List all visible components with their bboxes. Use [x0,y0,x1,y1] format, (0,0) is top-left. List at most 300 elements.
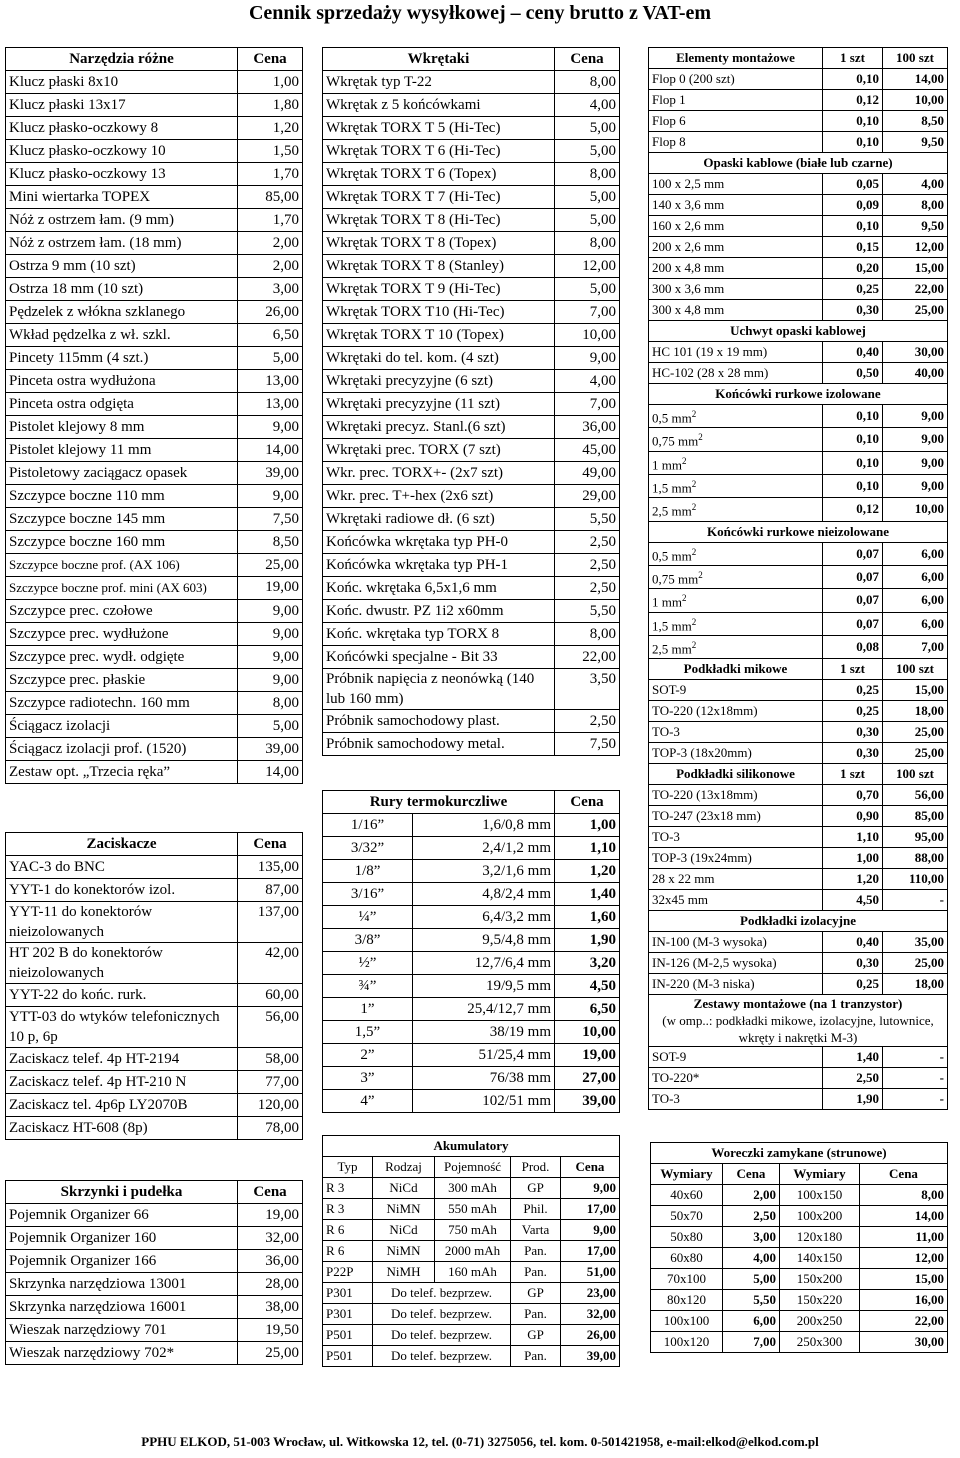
item-price: 7,00 [555,301,620,324]
price-1szt: 0,30 [823,300,883,321]
item-price: 5,00 [723,1269,780,1290]
table-row [649,743,948,764]
section-title: Elementy montażowe [649,48,823,69]
item-price: 32,00 [561,1304,620,1325]
table-row [649,428,948,451]
price-1szt: 0,25 [823,974,883,995]
battery-type: R 6 [323,1220,373,1241]
battery-producer: GP [511,1325,561,1346]
battery-capacity: 550 mAh [435,1199,511,1220]
price-1szt: 4,50 [823,890,883,911]
battery-kind: Do telef. bezprzew. [373,1283,511,1304]
price-1szt: 0,90 [823,806,883,827]
item-name: IN-126 (M-2,5 wysoka) [649,953,823,974]
wkretaki-block [322,47,620,756]
header-row [649,521,948,542]
section-title: Uchwyt opaski kablowej [649,321,948,342]
table-row [6,577,303,600]
table-row [649,195,948,216]
price-1szt: 0,10 [823,132,883,153]
item-price: 26,00 [561,1325,620,1346]
table-row [323,998,620,1021]
section-title: Skrzynki i pudełka [6,1181,238,1204]
item-price: 16,00 [860,1290,948,1311]
price-100szt: 25,00 [883,722,948,743]
price-100szt: 85,00 [883,806,948,827]
table-row [6,856,303,879]
item-price: 5,00 [555,186,620,209]
tube-size-inch: 1/16” [323,814,413,837]
price-header: Cena [238,1181,303,1204]
page-title: Cennik sprzedaży wysyłkowej – ceny brutto z VAT-em [248,2,712,24]
table-row [6,669,303,692]
table-row [6,1342,303,1365]
akumulatory-block [322,1135,620,1367]
table-row [323,860,620,883]
item-name: Wkrętaki do tel. kom. (4 szt) [323,347,555,370]
table-row [323,462,620,485]
tube-size-mm: 12,7/6,4 mm [413,952,555,975]
table-row [6,943,303,984]
price-1szt: 1,40 [823,1047,883,1068]
battery-kind: Do telef. bezprzew. [373,1325,511,1346]
price-1szt: 0,10 [823,474,883,497]
item-name: Zaciskacz tel. 4p6p LY2070B [6,1094,238,1117]
tube-size-inch: 1/8” [323,860,413,883]
item-name: Flop 8 [649,132,823,153]
bag-size: 150x220 [780,1290,860,1311]
table-row [6,255,303,278]
item-price: 6,50 [238,324,303,347]
table-row [6,439,303,462]
item-price: 1,60 [555,906,620,929]
item-price: 135,00 [238,856,303,879]
item-price: 9,00 [238,646,303,669]
unit-superscript: 2 [691,639,697,650]
table-row [6,163,303,186]
tube-size-inch: 3/16” [323,883,413,906]
tube-size-inch: 3/32” [323,837,413,860]
table-row [649,848,948,869]
battery-type: R 6 [323,1241,373,1262]
item-price: 5,00 [238,715,303,738]
item-price: 4,00 [723,1248,780,1269]
price-1szt: 2,50 [823,1068,883,1089]
footer: PPHU ELKOD, 51-003 Wrocław, ul. Witkowska 12, tel. (0-71) 3275056, tel. kom. 0-501421958, e-mail:elkod@elkod.com.pl [141,1434,819,1449]
table-row [323,1178,620,1199]
table-row [6,1007,303,1048]
item-name: 140 x 3,6 mm [649,195,823,216]
wkretaki-table [322,47,620,756]
table-row [323,600,620,623]
table-row [649,1047,948,1068]
table-row [6,761,303,784]
bag-size: 70x100 [651,1269,723,1290]
item-price: 8,00 [555,163,620,186]
item-name: Klucz płasko-oczkowy 10 [6,140,238,163]
price-100szt: 9,00 [883,428,948,451]
battery-capacity: 2000 mAh [435,1241,511,1262]
skrzynki-table [5,1180,303,1365]
table-row [6,324,303,347]
table-row [323,906,620,929]
table-row [323,439,620,462]
battery-producer: Pan. [511,1241,561,1262]
item-price: 9,00 [238,416,303,439]
tube-size-mm: 102/51 mm [413,1090,555,1113]
item-price: 8,00 [555,232,620,255]
table-row [6,738,303,761]
item-price: 14,00 [860,1206,948,1227]
header-row [6,833,303,856]
table-row [323,1044,620,1067]
bag-size: 100x120 [651,1332,723,1353]
price-1szt: 0,50 [823,363,883,384]
column-header: Rodzaj [373,1157,435,1178]
table-row [323,255,620,278]
bag-size: 120x180 [780,1227,860,1248]
price-100szt: - [883,890,948,911]
item-name: SOT-9 [649,680,823,701]
unit-superscript: 2 [698,569,703,580]
item-price: 39,00 [238,738,303,761]
table-row [649,174,948,195]
unit-superscript: 2 [691,409,697,419]
item-name: Skrzynka narzędziowa 16001 [6,1296,238,1319]
section-title: Wkrętaki [323,48,555,71]
item-price: 36,00 [238,1250,303,1273]
item-price: 9,00 [555,347,620,370]
price-1szt: 0,20 [823,258,883,279]
table-row [323,278,620,301]
table-row [6,278,303,301]
item-name: Wkrętak TORX T10 (Hi-Tec) [323,301,555,324]
item-name: Szczypce radiotechn. 160 mm [6,692,238,715]
item-name: Wkrętak TORX T 10 (Topex) [323,324,555,347]
item-price: 1,70 [238,163,303,186]
item-name: Skrzynka narzędziowa 13001 [6,1273,238,1296]
table-row [323,416,620,439]
item-price: 56,00 [238,1007,303,1048]
price-100szt: 14,00 [883,69,948,90]
item-price: 23,00 [561,1283,620,1304]
item-price: 36,00 [555,416,620,439]
item-name: Próbnik samochodowy metal. [323,733,555,756]
item-name: Zaciskacz telef. 4p HT-210 N [6,1071,238,1094]
item-price: 9,00 [238,600,303,623]
battery-capacity: 750 mAh [435,1220,511,1241]
battery-type: R 3 [323,1178,373,1199]
item-name: Szczypce prec. czołowe [6,600,238,623]
table-row [6,508,303,531]
table-row [6,117,303,140]
section-title: Podkładki silikonowe [649,764,823,785]
table-row [6,1204,303,1227]
item-price: 30,00 [860,1332,948,1353]
bag-size: 50x70 [651,1206,723,1227]
item-name: Szczypce boczne 110 mm [6,485,238,508]
item-price: 12,00 [860,1248,948,1269]
table-row [649,237,948,258]
price-100szt: 9,50 [883,132,948,153]
tube-size-mm: 9,5/4,8 mm [413,929,555,952]
qty-header: 100 szt [883,764,948,785]
item-price: 22,00 [860,1311,948,1332]
item-name: YYT-22 do końc. rurk. [6,984,238,1007]
battery-producer: GP [511,1178,561,1199]
item-name: Wkrętak TORX T 6 (Hi-Tec) [323,140,555,163]
item-name: Pinceta ostra wydłużona [6,370,238,393]
item-price: 17,00 [561,1199,620,1220]
unit-superscript: 2 [691,478,697,489]
item-name: Nóż z ostrzem łam. (18 mm) [6,232,238,255]
table-row [649,701,948,722]
item-price: 45,00 [555,439,620,462]
item-name: TOP-3 (18x20mm) [649,743,823,764]
unit-superscript: 2 [681,455,687,466]
item-price: 10,00 [555,1021,620,1044]
item-name: Wkrętaki prec. TORX (7 szt) [323,439,555,462]
table-row [651,1227,948,1248]
section-title: Woreczki zamykane (strunowe) [651,1143,948,1164]
price-100szt: 7,00 [883,635,948,658]
price-1szt: 0,30 [823,953,883,974]
item-name: Próbnik samochodowy plast. [323,710,555,733]
table-row [323,929,620,952]
item-price: 28,00 [238,1273,303,1296]
item-name: Pojemnik Organizer 66 [6,1204,238,1227]
item-name: 2,5 $mm^2$ [649,498,823,521]
item-name: Końcówki specjalne - Bit 33 [323,646,555,669]
item-name: 0,5 $mm^2$ [649,542,823,565]
table-row [649,974,948,995]
item-price: 5,00 [555,140,620,163]
item-name: Ściągacz izolacji prof. (1520) [6,738,238,761]
header-row [649,384,948,405]
item-price: 25,00 [238,554,303,577]
item-name: YAC-3 do BNC [6,856,238,879]
qty-header: 1 szt [823,764,883,785]
table-row [651,1311,948,1332]
item-price: 5,00 [238,347,303,370]
table-row [6,370,303,393]
tube-size-mm: 51/25,4 mm [413,1044,555,1067]
battery-kind: NiMH [373,1262,435,1283]
table-row [649,722,948,743]
section-title: Końcówki rurkowe izolowane [649,384,948,405]
table-row [6,301,303,324]
table-row [649,474,948,497]
item-name: Zaciskacz telef. 4p HT-2194 [6,1048,238,1071]
header-row [6,48,303,71]
item-name: Wkrętaki precyzyjne (6 szt) [323,370,555,393]
price-1szt: 0,25 [823,680,883,701]
item-name: TO-247 (23x18 mm) [649,806,823,827]
price-1szt: 0,30 [823,743,883,764]
table-row [6,1071,303,1094]
battery-capacity: 160 mAh [435,1262,511,1283]
table-row [323,531,620,554]
item-name: 0,75 $mm^2$ [649,565,823,588]
price-100szt: - [883,1047,948,1068]
battery-type: P501 [323,1346,373,1367]
tube-size-mm: 25,4/12,7 mm [413,998,555,1021]
table-row [323,370,620,393]
table-row [6,1094,303,1117]
price-1szt: 0,10 [823,69,883,90]
tube-size-inch: ¼” [323,906,413,929]
table-row [323,814,620,837]
item-name: TO-3 [649,827,823,848]
item-price: 39,00 [238,462,303,485]
item-price: 3,00 [238,278,303,301]
price-header: Cena [555,48,620,71]
price-100szt: 22,00 [883,279,948,300]
price-100szt: 9,00 [883,451,948,474]
item-price: 1,50 [238,140,303,163]
table-row [6,94,303,117]
item-price: 1,20 [238,117,303,140]
tube-size-inch: 4” [323,1090,413,1113]
table-row [651,1206,948,1227]
skrzynki-block [5,1180,303,1365]
price-100szt: 30,00 [883,342,948,363]
table-row [6,1117,303,1140]
table-row [6,462,303,485]
tube-size-inch: 3/8” [323,929,413,952]
item-price: 77,00 [238,1071,303,1094]
item-name: Wkrętak TORX T 9 (Hi-Tec) [323,278,555,301]
price-100szt: 12,00 [883,237,948,258]
price-1szt: 0,25 [823,701,883,722]
battery-capacity: 300 mAh [435,1178,511,1199]
table-row [649,542,948,565]
item-price: 49,00 [555,462,620,485]
battery-producer: Phil. [511,1199,561,1220]
item-price: 9,00 [238,485,303,508]
item-name: 1,5 $mm^2$ [649,474,823,497]
table-row [323,301,620,324]
item-price: 5,00 [555,117,620,140]
price-header: Cena [555,791,620,814]
item-name: Klucz płasko-oczkowy 8 [6,117,238,140]
item-price: 7,00 [723,1332,780,1353]
price-100szt: 8,50 [883,111,948,132]
item-name: Wkrętaki precyzyjne (11 szt) [323,393,555,416]
table-row [6,209,303,232]
tube-size-mm: 76/38 mm [413,1067,555,1090]
right-table [648,47,948,1110]
item-name: TO-3 [649,1089,823,1110]
table-row [649,785,948,806]
item-price: 14,00 [238,761,303,784]
item-name: 32x45 mm [649,890,823,911]
item-name: TO-3 [649,722,823,743]
price-1szt: 0,07 [823,612,883,635]
table-row [6,1319,303,1342]
table-row [6,1273,303,1296]
battery-kind: NiCd [373,1178,435,1199]
table-row [323,623,620,646]
column-header: Cena [723,1164,780,1185]
item-price: 9,00 [561,1178,620,1199]
item-price: 7,50 [555,733,620,756]
price-100szt: 6,00 [883,612,948,635]
price-1szt: 0,12 [823,498,883,521]
tube-size-mm: 6,4/3,2 mm [413,906,555,929]
table-row [649,363,948,384]
bag-size: 100x200 [780,1206,860,1227]
item-name: Pistoletowy zaciągacz opasek [6,462,238,485]
bag-size: 100x100 [651,1311,723,1332]
item-name: Końcówka wkrętaka typ PH-0 [323,531,555,554]
qty-header: 1 szt [823,48,883,69]
table-row [649,680,948,701]
item-price: 1,70 [238,209,303,232]
table-row [323,554,620,577]
table-row [6,531,303,554]
item-price: 39,00 [555,1090,620,1113]
section-title: Rury termokurczliwe [323,791,555,814]
table-row [649,589,948,612]
item-name: HC-102 (28 x 28 mm) [649,363,823,384]
tube-size-mm: 4,8/2,4 mm [413,883,555,906]
header-row [6,1181,303,1204]
header-row [649,911,948,932]
table-row [649,279,948,300]
item-name: 200 x 4,8 mm [649,258,823,279]
table-row [649,635,948,658]
battery-type: P501 [323,1325,373,1346]
price-100szt: 6,00 [883,589,948,612]
bag-size: 140x150 [780,1248,860,1269]
column-header: Pojemność [435,1157,511,1178]
item-name: 100 x 2,5 mm [649,174,823,195]
price-100szt: 4,00 [883,174,948,195]
item-name: Wkrętak z 5 końcówkami [323,94,555,117]
item-price: 85,00 [238,186,303,209]
table-row [6,1296,303,1319]
price-100szt: 18,00 [883,701,948,722]
tube-size-inch: ½” [323,952,413,975]
header-row [649,48,948,69]
table-row [651,1248,948,1269]
table-row [649,132,948,153]
bag-size: 250x300 [780,1332,860,1353]
table-row [323,163,620,186]
item-name: IN-220 (M-3 niska) [649,974,823,995]
item-name: Ostrza 9 mm (10 szt) [6,255,238,278]
item-price: 2,50 [723,1206,780,1227]
table-row [323,1304,620,1325]
table-row [323,733,620,756]
item-price: 26,00 [238,301,303,324]
tube-size-mm: 2,4/1,2 mm [413,837,555,860]
table-row [649,1068,948,1089]
item-name: Pistolet klejowy 8 mm [6,416,238,439]
table-row [6,140,303,163]
item-price: 7,00 [555,393,620,416]
price-100szt: 15,00 [883,680,948,701]
item-name: Wkrętaki radiowe dł. (6 szt) [323,508,555,531]
price-1szt: 0,25 [823,279,883,300]
price-1szt: 0,07 [823,542,883,565]
table-row [323,1090,620,1113]
rury-table [322,790,620,1113]
item-name: Końc. dwustr. PZ 1i2 x60mm [323,600,555,623]
item-price: 6,50 [555,998,620,1021]
item-name: HT 202 B do konektorów nieizolowanych [6,943,238,984]
